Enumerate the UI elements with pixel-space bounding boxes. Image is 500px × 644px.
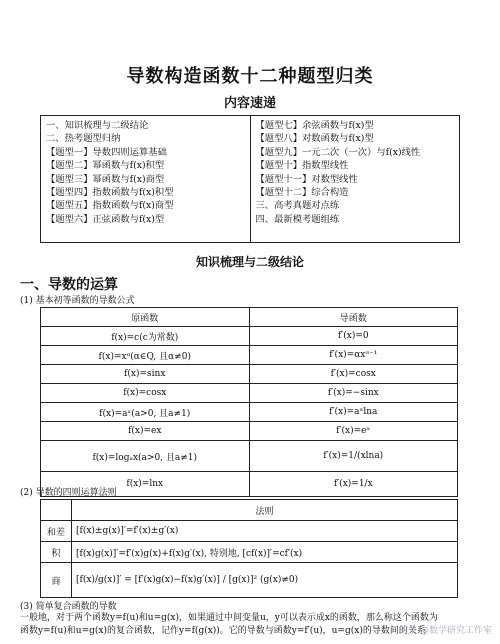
table-cell: f(x)=logₐx(a>0, 且a≠1) — [41, 441, 250, 472]
toc-item: 【题型三】幂函数与f(x)商型 — [46, 173, 165, 185]
toc-item: 【题型十一】对数型线性 — [255, 173, 358, 185]
table-header-row — [41, 500, 458, 521]
toc-item: 【题型八】对数函数与f(x)型 — [255, 133, 374, 145]
table-cell: f(x)=lnx — [41, 472, 250, 497]
toc-item: 三、高考真题对点练 — [255, 200, 340, 212]
derivative-formula-table — [40, 307, 458, 497]
table-cell: f(x)=sinx — [41, 365, 250, 384]
table-cell: f′(x)=1/(xlna) — [249, 441, 458, 472]
table-cell: f′(x)=1/x — [249, 472, 458, 497]
toc-item: 【题型九】一元二次（一次）与f(x)线性 — [255, 146, 421, 158]
table-cell: f(x)=c(c为常数) — [41, 327, 250, 346]
toc-item: 【题型四】指数函数与f(x)积型 — [46, 187, 174, 199]
table-row — [41, 346, 458, 365]
table-cell: f′(x)=αxᵅ⁻¹ — [249, 346, 458, 365]
toc-item: 【题型一】导数四则运算基础 — [46, 146, 167, 158]
derivative-rules-table — [40, 499, 458, 598]
rule-label: 积 — [41, 542, 72, 563]
section-heading: 知识梳理与二级结论 — [195, 255, 304, 269]
toc-item: 一、知识梳理与二级结论 — [46, 120, 149, 131]
toc-item: 【题型十二】综合构造 — [255, 187, 349, 199]
toc-item: 四、最新模考题组练 — [255, 213, 340, 225]
rule-label: 和差 — [41, 521, 72, 542]
subheading-composite: (3) 简单复合函数的导数 — [20, 602, 117, 612]
table-cell: f′(x)=aˣlna — [249, 403, 458, 422]
toc-item: 【题型七】余弦函数与f(x)型 — [255, 120, 374, 131]
subheading-arithmetic-rules: (2) 导数的四则运算法则 — [20, 488, 117, 498]
table-row — [41, 521, 458, 542]
toc-item: 【题型二】幂函数与f(x)积型 — [46, 160, 165, 172]
table-cell: f′(x)=cosx — [249, 365, 458, 384]
subheading-basic-derivatives: (1) 基本初等函数的导数公式 — [20, 296, 135, 306]
chapter-heading: 一、导数的运算 — [20, 277, 118, 293]
toc-item: 【题型六】正弦函数与f(x)型 — [46, 213, 165, 225]
column-header: 原函数 — [41, 308, 250, 327]
corner-cell — [41, 500, 72, 521]
paragraph-line: 一般地，对于两个函数y=f(u)和u=g(x)，如果通过中间变量u，y可以表示成x的函数，那么称这个函数为 — [20, 613, 438, 623]
table-row — [41, 327, 458, 346]
watermark: 头条 @数学研究工作室 — [399, 626, 492, 636]
table-row — [41, 384, 458, 403]
table-row — [41, 542, 458, 563]
column-header: 法则 — [72, 500, 458, 521]
toc-left-column — [41, 116, 250, 242]
rule-formula: [f(x)/g(x)]′ = [f′(x)g(x)−f(x)g′(x)] / [g(x)]² (g(x)≠0) — [72, 563, 458, 598]
toc-right-column — [250, 116, 460, 242]
table-cell: f(x)=cosx — [41, 384, 250, 403]
table-cell: f(x)=aˣ(a>0, 且a≠1) — [41, 403, 250, 422]
toc-item: 【题型五】指数函数与f(x)商型 — [46, 200, 174, 212]
table-header-row — [41, 308, 458, 327]
table-row — [41, 365, 458, 384]
table-of-contents — [40, 115, 460, 243]
table-cell: f′(x)=eˣ — [249, 422, 458, 441]
table-cell: f(x)=xᵅ(α∈Q, 且α≠0) — [41, 346, 250, 365]
document-title: 导数构造函数十二种题型归类 — [126, 66, 374, 87]
paragraph-line: 函数y=f(u)和u=g(x)的复合函数，记作y=f(g(x))。它的导数与函数y=f′(u)，u=g(x)的导数间的关系 — [20, 626, 426, 636]
table-row — [41, 441, 458, 472]
table-row — [41, 403, 458, 422]
rule-formula: [f(x)g(x)]′=f′(x)g(x)+f(x)g′(x), 特别地, [cf(x)]′=cf′(x) — [72, 542, 458, 563]
toc-item: 二、热考题型归纳 — [46, 133, 121, 145]
toc-item: 【题型十】指数型线性 — [255, 160, 349, 172]
table-row — [41, 422, 458, 441]
table-row — [41, 563, 458, 598]
table-cell: f′(x)=0 — [249, 327, 458, 346]
table-cell: f(x)=ex — [41, 422, 250, 441]
rule-label: 商 — [41, 563, 72, 598]
contents-subtitle: 内容速递 — [223, 96, 276, 111]
rule-formula: [f(x)±g(x)]′=f′(x)±g′(x) — [72, 521, 458, 542]
column-header: 导函数 — [249, 308, 458, 327]
table-cell: f′(x)=−sinx — [249, 384, 458, 403]
